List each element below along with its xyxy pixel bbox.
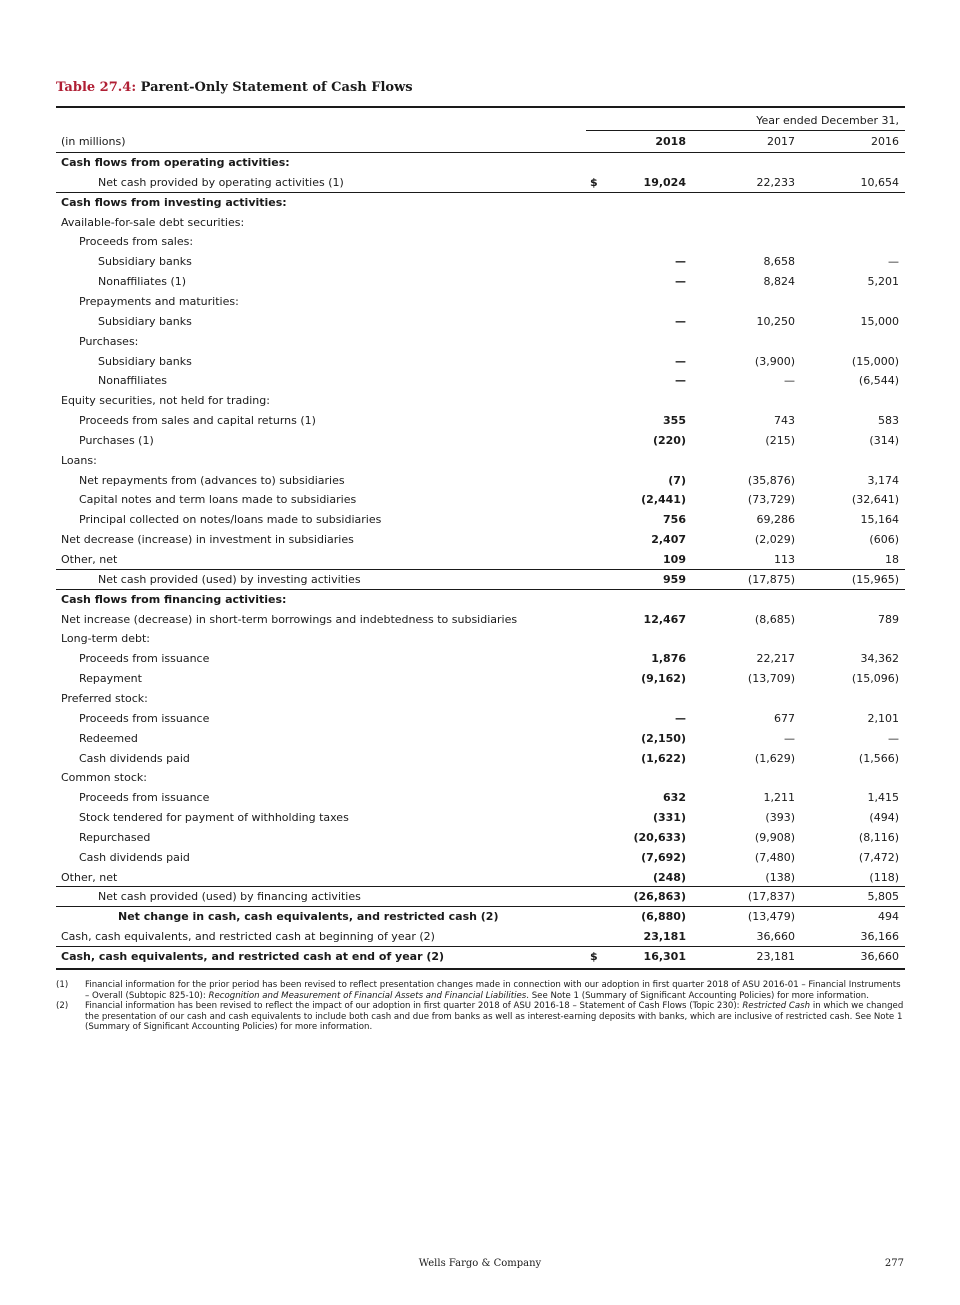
row-label: Equity securities, not held for trading:: [61, 394, 270, 408]
value-2018: (6,880): [641, 910, 686, 924]
table-row: [56, 669, 905, 688]
row-label: Nonaffiliates (1): [98, 275, 187, 289]
table-number: Table 27.4:: [56, 80, 137, 95]
title-rule: [56, 106, 905, 108]
total-rule-bottom: [56, 968, 905, 970]
column-header-row: [56, 132, 905, 151]
value-2016: (606): [869, 533, 899, 547]
row-label: Cash flows from investing activities:: [61, 195, 287, 209]
table-row: [56, 391, 905, 410]
value-2017: (393): [765, 811, 795, 825]
value-2016: 34,362: [860, 652, 899, 666]
row-label: Proceeds from issuance: [79, 711, 210, 725]
value-2017: (1,629): [754, 751, 795, 765]
table-row: [56, 193, 905, 212]
value-2018: (2,150): [641, 731, 686, 745]
value-2017: 1,211: [763, 791, 795, 805]
value-2017: 69,286: [756, 513, 795, 527]
value-2017: (7,480): [754, 850, 795, 864]
row-label: Repurchased: [79, 830, 151, 844]
value-2016: (32,641): [851, 493, 899, 507]
footnotes: [56, 980, 905, 1033]
table-row: [56, 868, 905, 887]
value-2016: (15,096): [851, 672, 899, 686]
table-row: [56, 808, 905, 827]
value-2017: (73,729): [747, 493, 795, 507]
value-2016: —: [888, 255, 899, 269]
table-row: [56, 371, 905, 390]
year-header-2016: 2016: [871, 135, 899, 148]
subtotal-rule: [56, 906, 905, 907]
row-label: Stock tendered for payment of withholding taxes: [79, 811, 349, 825]
row-label: Proceeds from issuance: [79, 791, 210, 805]
table-row: [56, 352, 905, 371]
value-2017: 677: [774, 711, 795, 725]
value-2017: 10,250: [756, 314, 795, 328]
value-2017: (13,479): [747, 910, 795, 924]
row-label: Long-term debt:: [61, 632, 150, 646]
value-2017: (8,685): [754, 612, 795, 626]
value-2018: 632: [663, 791, 686, 805]
value-2017: 23,181: [756, 950, 795, 963]
value-2018: (26,863): [633, 890, 686, 904]
table-row: [56, 272, 905, 291]
row-label: Net change in cash, cash equivalents, and restricted cash (2): [118, 910, 499, 924]
total-rule-top: [56, 946, 905, 947]
section-rule: [56, 192, 905, 193]
footnote-2: [56, 1001, 905, 1033]
value-2018: (220): [652, 433, 686, 447]
value-2016: (7,472): [858, 850, 899, 864]
value-2018: 109: [663, 553, 686, 566]
table-row: [56, 848, 905, 867]
table-row: [56, 947, 905, 966]
table-row: [56, 411, 905, 430]
value-2016: (494): [869, 811, 899, 825]
value-2018: (20,633): [633, 830, 686, 844]
value-2016: (8,116): [858, 830, 899, 844]
value-2018: 959: [663, 572, 686, 586]
value-2016: (118): [869, 870, 899, 884]
footnote-text: in which we changed the presentation of our cash and cash equivalents to include both cash and due from banks as well as interest-earning deposits with banks, which are inclusive of restricted cash. See Note 1 (Summary of Significant Accounting Policies) for more information.: [85, 1001, 904, 1032]
footnote-emphasis: Restricted Cash: [742, 1001, 811, 1011]
row-label: Net increase (decrease) in short-term borrowings and indebtedness to subsidiaries: [61, 612, 518, 626]
table-row: [56, 431, 905, 450]
row-label: Prepayments and maturities:: [79, 294, 239, 308]
value-2016: 18: [885, 553, 899, 566]
table-row: [56, 689, 905, 708]
value-2016: 5,201: [867, 275, 899, 289]
row-label: Subsidiary banks: [98, 314, 192, 328]
value-2017: (35,876): [747, 473, 795, 487]
value-2016: 1,415: [867, 791, 899, 805]
table-row: [56, 292, 905, 311]
row-label: Subsidiary banks: [98, 255, 192, 269]
table-row: [56, 550, 905, 569]
value-2016: 494: [878, 910, 899, 924]
value-2017: (2,029): [754, 533, 795, 547]
value-2018: —: [675, 275, 686, 289]
value-2017: 22,233: [756, 175, 795, 189]
table-row: [56, 610, 905, 629]
year-header-2017: 2017: [767, 135, 795, 148]
value-2017: (215): [765, 433, 795, 447]
table-row: [56, 490, 905, 509]
row-label: Net cash provided by operating activities (1): [98, 175, 344, 189]
value-2017: 8,658: [763, 255, 795, 269]
value-2016: (15,965): [851, 572, 899, 586]
dollar-sign: $: [590, 175, 598, 189]
value-2018: 756: [663, 513, 686, 527]
table-row: [56, 213, 905, 232]
value-2016: (15,000): [851, 354, 899, 368]
value-2018: 1,876: [651, 652, 686, 666]
value-2018: (248): [652, 870, 686, 884]
value-2016: (314): [869, 433, 899, 447]
value-2016: 3,174: [867, 473, 899, 487]
table-row: [56, 510, 905, 529]
row-label: Cash, cash equivalents, and restricted cash at beginning of year (2): [61, 930, 435, 944]
footnote-text: Financial information for the prior period has been revised to reflect presentation changes made in connection with our adoption in first quarter 2018 of ASU 2016-01 – Financial Instruments – Overall (Subtopic 825-10):: [85, 980, 901, 1001]
value-2018: (7,692): [641, 850, 686, 864]
value-2017: 36,660: [756, 930, 795, 944]
value-2016: 583: [878, 414, 899, 428]
value-2016: 5,805: [867, 890, 899, 904]
value-2016: 15,164: [860, 513, 899, 527]
row-label: Cash flows from financing activities:: [61, 592, 287, 606]
table-row: [56, 451, 905, 470]
table-row: [56, 629, 905, 648]
unit-label: (in millions): [61, 135, 126, 148]
header-rule: [56, 152, 905, 153]
value-2018: 16,301: [643, 950, 686, 963]
value-2018: —: [675, 374, 686, 388]
value-2017: 743: [774, 414, 795, 428]
table-title: [56, 80, 413, 95]
value-2016: —: [888, 731, 899, 745]
value-2018: 355: [663, 414, 686, 428]
table-row: [56, 729, 905, 748]
footnote-text: Financial information has been revised to reflect the impact of our adoption in first quarter 2018 of ASU 2016-18 – Statement of Cash Flows (Topic 230):: [85, 1001, 743, 1011]
footnote-number: (2): [56, 1001, 69, 1011]
row-label: Principal collected on notes/loans made to subsidiaries: [79, 513, 382, 527]
table-row: [56, 471, 905, 490]
value-2018: (7): [668, 473, 686, 487]
page-number: 277: [884, 1258, 904, 1269]
value-2018: (1,622): [641, 751, 686, 765]
value-2017: (13,709): [747, 672, 795, 686]
value-2018: (9,162): [641, 672, 686, 686]
row-label: Net cash provided (used) by investing activities: [98, 572, 361, 586]
table-row: [56, 749, 905, 768]
section-rule: [56, 589, 905, 590]
table-row: [56, 828, 905, 847]
row-label: Cash, cash equivalents, and restricted cash at end of year (2): [61, 950, 445, 963]
value-2016: 2,101: [867, 711, 899, 725]
row-label: Proceeds from issuance: [79, 652, 210, 666]
value-2016: 36,660: [860, 950, 899, 963]
footnote-text: . See Note 1 (Summary of Significant Accounting Policies) for more information.: [526, 990, 869, 1001]
row-label: Purchases:: [79, 334, 139, 348]
value-2016: (6,544): [858, 374, 899, 388]
row-label: Available-for-sale debt securities:: [61, 215, 245, 229]
table-row: [56, 590, 905, 609]
row-label: Other, net: [61, 870, 118, 884]
row-label: Capital notes and term loans made to subsidiaries: [79, 493, 357, 507]
year-ended-header: Year ended December 31,: [756, 114, 899, 127]
table-row: [56, 232, 905, 251]
row-label: Other, net: [61, 553, 118, 566]
row-label: Redeemed: [79, 731, 138, 745]
row-label: Purchases (1): [79, 433, 154, 447]
row-label: Loans:: [61, 453, 97, 467]
row-label: Cash flows from operating activities:: [61, 156, 290, 169]
row-label: Subsidiary banks: [98, 354, 192, 368]
value-2017: 22,217: [756, 652, 795, 666]
table-row: [56, 252, 905, 271]
value-2018: (2,441): [641, 493, 686, 507]
value-2018: 19,024: [643, 175, 686, 189]
value-2018: —: [675, 314, 686, 328]
value-2017: (138): [765, 870, 795, 884]
value-2017: 8,824: [763, 275, 795, 289]
value-2017: (17,837): [747, 890, 795, 904]
value-2018: 12,467: [643, 612, 686, 626]
row-label: Proceeds from sales:: [79, 235, 194, 249]
footer-company: Wells Fargo & Company: [418, 1258, 542, 1269]
year-header-2018: 2018: [655, 135, 686, 148]
value-2017: (17,875): [747, 572, 795, 586]
row-label: Net repayments from (advances to) subsidiaries: [79, 473, 345, 487]
subtotal-rule: [56, 886, 905, 887]
row-label: Common stock:: [61, 771, 147, 785]
footnote-number: (1): [56, 980, 69, 990]
value-2017: 113: [774, 553, 795, 566]
value-2018: —: [675, 711, 686, 725]
value-2017: (3,900): [754, 354, 795, 368]
value-2018: 2,407: [651, 533, 686, 547]
table-name: Parent-Only Statement of Cash Flows: [140, 80, 413, 95]
row-label: Cash dividends paid: [79, 850, 190, 864]
table-row: [56, 649, 905, 668]
value-2016: (1,566): [858, 751, 899, 765]
value-2017: —: [784, 731, 795, 745]
subtotal-rule: [56, 569, 905, 570]
dollar-sign: $: [590, 950, 598, 963]
row-label: Preferred stock:: [61, 691, 148, 705]
value-2016: 10,654: [860, 175, 899, 189]
value-2018: 23,181: [643, 930, 686, 944]
row-label: Cash dividends paid: [79, 751, 190, 765]
row-label: Repayment: [79, 672, 142, 686]
row-label: Nonaffiliates: [98, 374, 167, 388]
table-row: [56, 530, 905, 549]
footnote-emphasis: Recognition and Measurement of Financial Assets and Financial Liabilities: [208, 990, 527, 1001]
table-row: [56, 907, 905, 926]
row-label: Net cash provided (used) by financing activities: [98, 890, 361, 904]
value-2016: 36,166: [860, 930, 899, 944]
footnote-1: [56, 980, 905, 1001]
table-row: [56, 709, 905, 728]
value-2017: —: [784, 374, 795, 388]
row-label: Proceeds from sales and capital returns (1): [79, 414, 316, 428]
value-2018: —: [675, 354, 686, 368]
value-2018: (331): [652, 811, 686, 825]
table-row: [56, 312, 905, 331]
value-2016: 789: [878, 612, 899, 626]
table-row: [56, 887, 905, 906]
table-row: [56, 570, 905, 589]
table-row: [56, 173, 905, 192]
table-row: [56, 153, 905, 172]
year-header-rule: [586, 130, 905, 131]
value-2017: (9,908): [754, 830, 795, 844]
row-label: Net decrease (increase) in investment in subsidiaries: [61, 533, 354, 547]
value-2018: —: [675, 255, 686, 269]
value-2016: 15,000: [860, 314, 899, 328]
table-row: [56, 332, 905, 351]
table-row: [56, 927, 905, 946]
table-row: [56, 788, 905, 807]
table-row: [56, 768, 905, 787]
